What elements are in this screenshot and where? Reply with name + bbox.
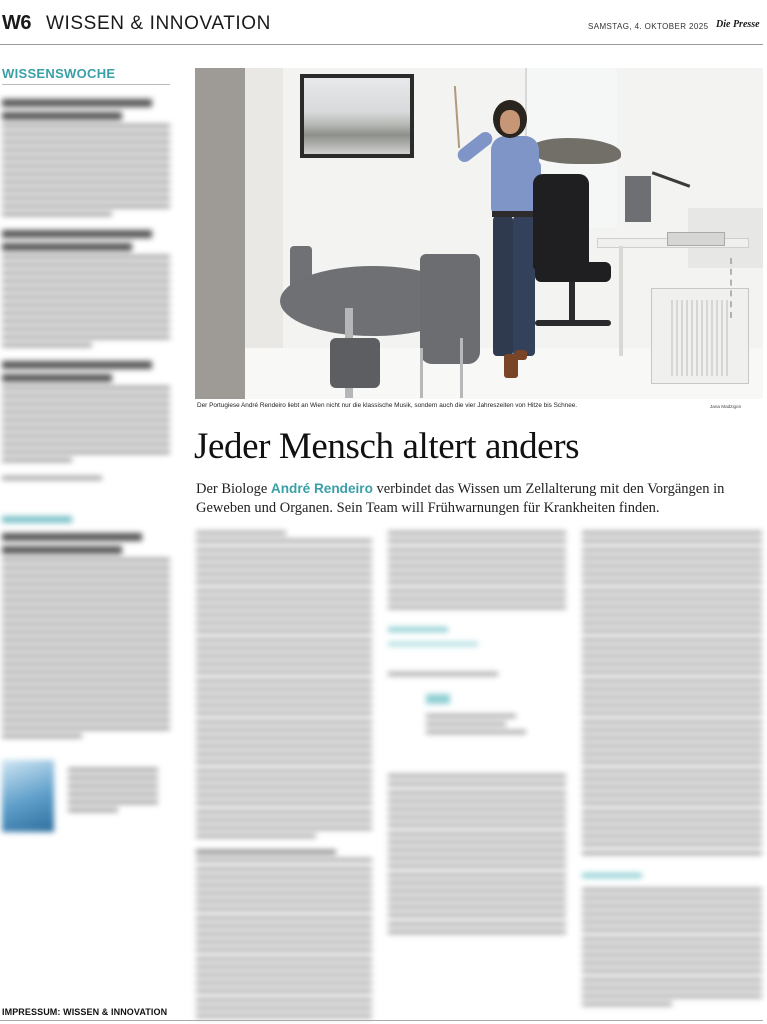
- article-headline: Jeder Mensch altert anders: [194, 426, 580, 467]
- photo-caption: Der Portugiese André Rendeiro liebt an Wien nicht nur die klassische Musik, sondern auch die vier Jahreszeiten von Hitze bis Schnee.: [197, 402, 578, 409]
- sidebar-kicker: WISSENSWOCHE: [2, 66, 116, 81]
- body-column-3: [582, 527, 762, 1010]
- section-title: WISSEN & INNOVATION: [46, 13, 271, 34]
- person-name: André Rendeiro: [270, 481, 373, 496]
- body-column-1: [196, 527, 372, 1022]
- lede-text-start: Der Biologe: [196, 481, 271, 497]
- footer-divider: [0, 1020, 763, 1021]
- body-column-2: [388, 527, 566, 938]
- section-code: W6: [2, 12, 31, 34]
- photo-credit: Jana Madzigon: [710, 404, 742, 409]
- sidebar-blurred-text: [2, 94, 170, 984]
- header-divider: [0, 44, 763, 45]
- publication-logo: Die Presse: [716, 19, 760, 30]
- issue-date: SAMSTAG, 4. OKTOBER 2025: [588, 22, 709, 31]
- sidebar-divider: [2, 84, 170, 85]
- imprint-label: IMPRESSUM: WISSEN & INNOVATION: [2, 1007, 168, 1017]
- office-chair: [533, 174, 589, 270]
- wall-painting: [300, 74, 414, 158]
- page-header: [0, 8, 767, 38]
- lede-text-end: verbindet das Wissen um Zellalterung mit den Vorgängen in Geweben und Organen. Sein Team will Frühwarnungen für Krankheiten finden.: [196, 481, 725, 516]
- article-lede: [196, 479, 766, 518]
- article-photo: [195, 68, 763, 399]
